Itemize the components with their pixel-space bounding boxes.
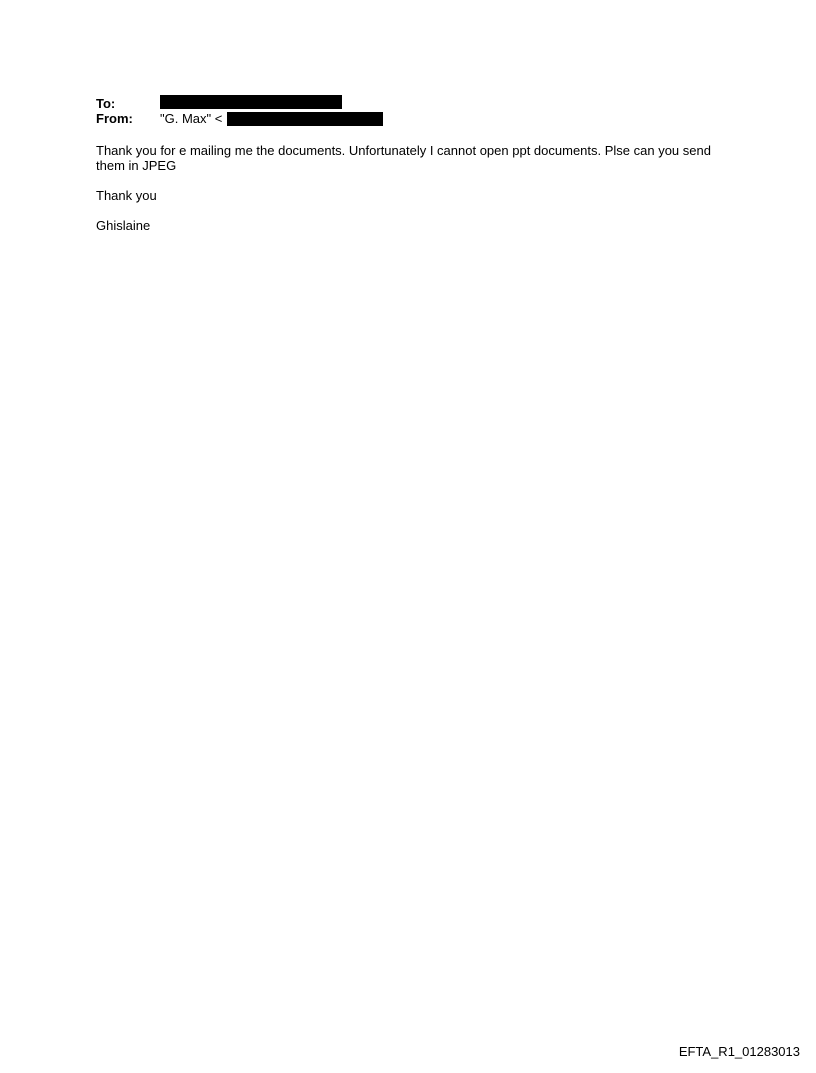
redaction-bar-to (160, 95, 342, 109)
redaction-bar-from (227, 112, 383, 126)
email-header (96, 96, 716, 126)
email-body (96, 143, 726, 248)
document-id-stamp: EFTA_R1_01283013 (678, 1044, 800, 1059)
to-label: To: (96, 96, 116, 111)
from-row (96, 111, 716, 126)
body-paragraph-signature: Ghislaine (96, 218, 151, 233)
body-paragraph-message: Thank you for e mailing me the documents. Unfortunately I cannot open ppt documents. Plse can you send them in JPEG (96, 143, 711, 173)
to-row (96, 96, 716, 111)
from-label: From: (96, 111, 133, 126)
body-paragraph-thanks: Thank you (96, 188, 157, 203)
from-value: "G. Max" < (160, 111, 223, 126)
